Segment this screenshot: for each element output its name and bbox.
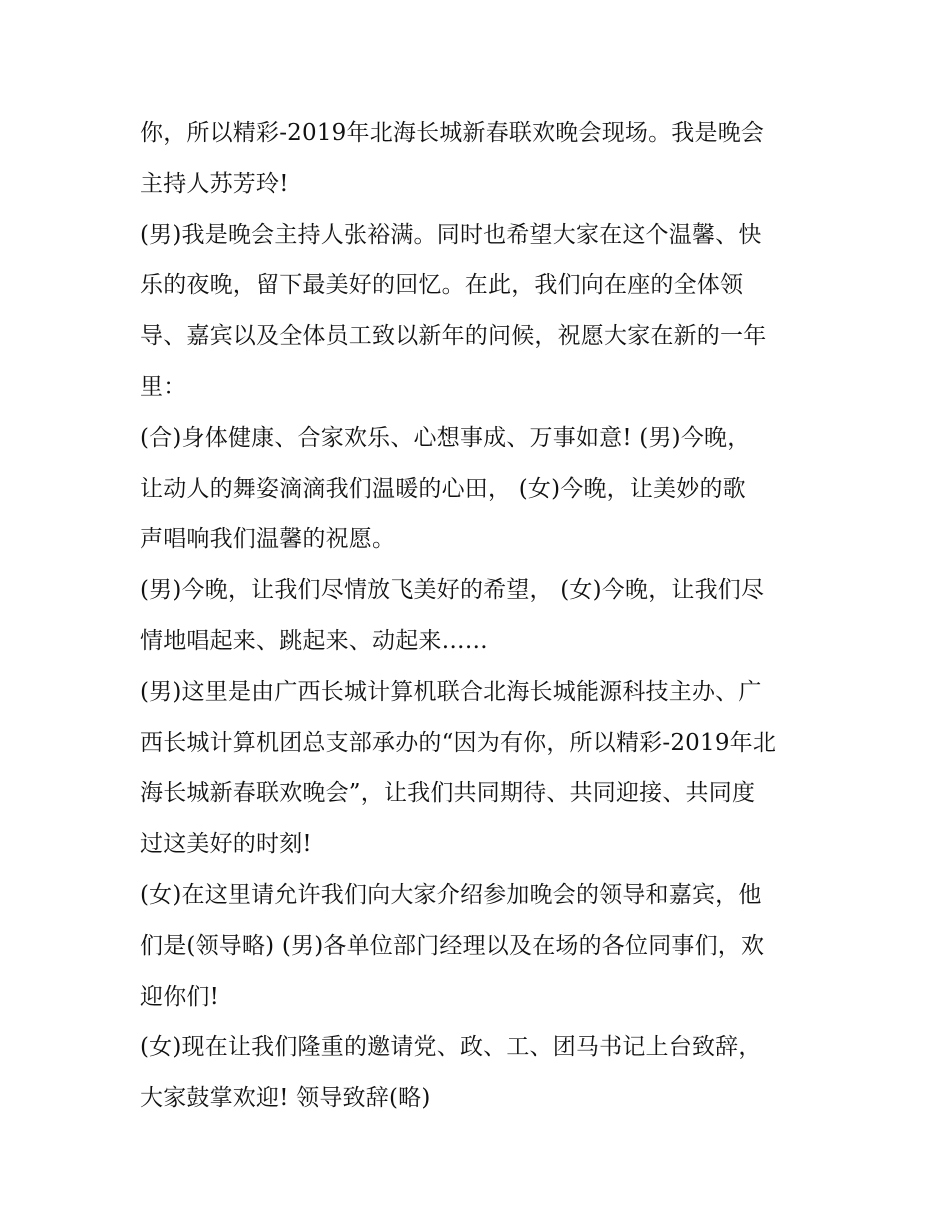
text-line: 迎你们! [140,983,220,1010]
text-line: 你，所以精彩-2019年北海长城新春联欢晚会现场。我是晚会 [140,120,765,146]
text-line: 大家鼓掌欢迎! 领导致辞(略) [140,1085,431,1112]
text-line: 海长城新春联欢晚会”，让我们共同期待、共同迎接、共同度 [140,780,756,807]
text-line: (合)身体健康、合家欢乐、心想事成、万事如意! (男)今晚， [140,424,751,451]
text-line: 乐的夜晚，留下最美好的回忆。在此，我们向在座的全体领 [140,272,744,299]
text-line: 主持人苏芳玲! [140,170,289,197]
text-line: 里： [140,373,187,400]
text-line: (女)在这里请允许我们向大家介绍参加晚会的领导和嘉宾，他 [140,881,762,908]
text-line: (男)今晚，让我们尽情放飞美好的希望， (女)今晚，让我们尽 [140,577,765,604]
text-line: 声唱响我们温馨的祝愿。 [140,526,396,553]
text-line: 过这美好的时刻! [140,831,312,858]
text-line: (男)这里是由广西长城计算机联合北海长城能源科技主办、广 [140,678,762,705]
text-line: 导、嘉宾以及全体员工致以新年的问候，祝愿大家在新的一年 [140,323,767,350]
text-line: 情地唱起来、跳起来、动起来…… [140,627,488,654]
text-line: 们是(领导略) (男)各单位部门经理以及在场的各位同事们，欢 [140,932,765,959]
text-line: (女)现在让我们隆重的邀请党、政、工、团马书记上台致辞， [140,1034,762,1061]
text-line: 让动人的舞姿滴滴我们温暖的心田， (女)今晚，让美妙的歌 [140,475,746,502]
text-line: 西长城计算机团总支部承办的“因为有你，所以精彩-2019年北 [140,729,777,756]
text-line: (男)我是晚会主持人张裕满。同时也希望大家在这个温馨、快 [140,221,762,248]
document-body [140,108,820,1124]
